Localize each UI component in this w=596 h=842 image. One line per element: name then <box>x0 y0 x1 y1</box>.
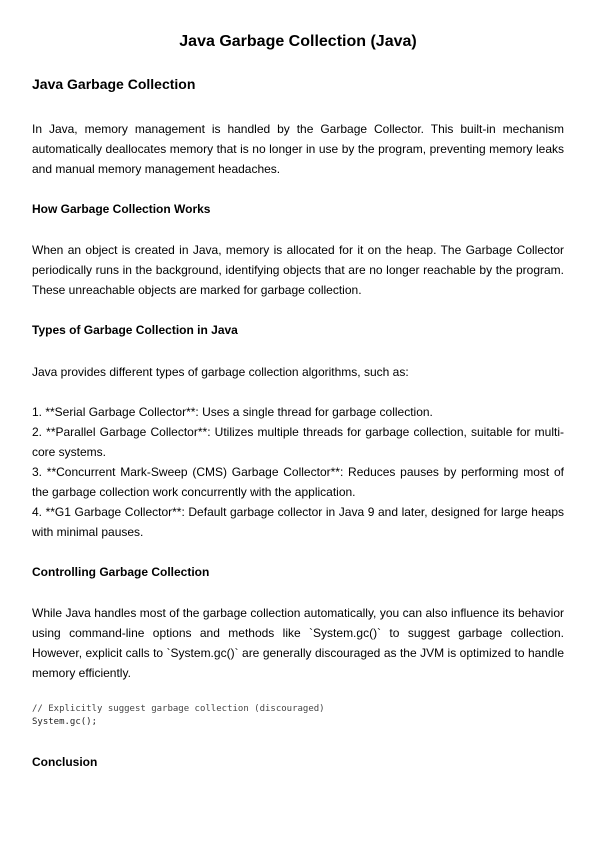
list-item: 4. **G1 Garbage Collector**: Default garbage collector in Java 9 and later, designed for large heaps with minimal pauses. <box>32 505 564 539</box>
section-paragraph-how-gc-works: When an object is created in Java, memory is allocated for it on the heap. The Garbage Collector periodically runs in the background, identifying objects that are no longer reachable by the program. These unreachable objects are marked for garbage collection. <box>32 243 564 297</box>
list-item: 1. **Serial Garbage Collector**: Uses a single thread for garbage collection. <box>32 405 433 419</box>
section-heading-how-gc-works: How Garbage Collection Works <box>32 202 211 216</box>
section-heading-controlling-gc: Controlling Garbage Collection <box>32 565 210 579</box>
code-line: System.gc(); <box>32 717 98 727</box>
list-item: 3. **Concurrent Mark-Sweep (CMS) Garbage Collector**: Reduces pauses by performing most of the garbage collection work concurrently with the application. <box>32 465 564 499</box>
section-paragraph-controlling-gc: While Java handles most of the garbage collection automatically, you can also influence its behavior using command-line options and methods like `System.gc()` to suggest garbage collection. However, explicit calls to `System.gc()` are generally discouraged as the JVM is optimized to handle memory efficiently. <box>32 606 564 680</box>
document-title: Java Garbage Collection (Java) <box>179 33 417 50</box>
intro-paragraph: In Java, memory management is handled by the Garbage Collector. This built-in mechanism automatically deallocates memory that is no longer in use by the program, preventing memory leaks and manual memory management headaches. <box>32 122 564 176</box>
list-item: 2. **Parallel Garbage Collector**: Utilizes multiple threads for garbage collection, suitable for multi-core systems. <box>32 425 564 459</box>
section-heading-conclusion: Conclusion <box>32 755 98 769</box>
gc-types-list <box>32 402 564 542</box>
code-comment: // Explicitly suggest garbage collection (discouraged) <box>32 704 325 714</box>
main-heading: Java Garbage Collection <box>32 76 196 92</box>
code-block <box>32 703 325 729</box>
section-paragraph-gc-types: Java provides different types of garbage collection algorithms, such as: <box>32 365 409 379</box>
section-heading-gc-types: Types of Garbage Collection in Java <box>32 323 238 337</box>
